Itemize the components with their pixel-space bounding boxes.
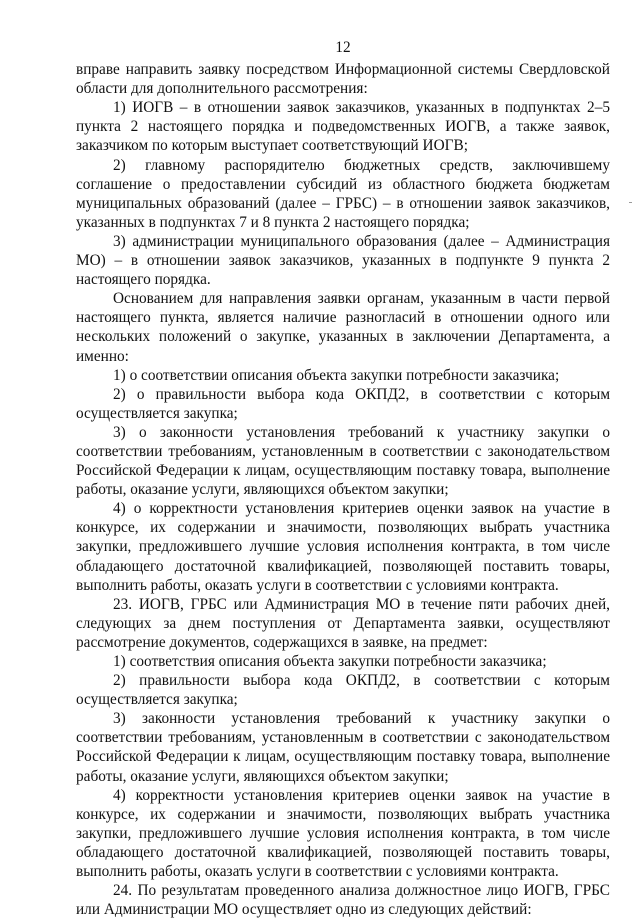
page-number: 12 bbox=[335, 39, 351, 56]
paragraph-ground-4: 4) о корректности установления критериев оценки заявок на участие в конкурсе, их содержании и значимости, позволяющих выбрать участника закупки, предложившего лучшие условия исполнения контракта, в том числе обладающего достаточной квалификацией, позволяющей поставить товары, выполнить работы, оказать услуги в соответствии с условиями контракта. bbox=[76, 500, 610, 594]
paragraph-grounds: Основанием для направления заявки органам, указанным в части первой настоящего пункта, является наличие разногласий в отношении одного или нескольких положений о закупке, указанных в заключении Департамента, а именно: bbox=[76, 290, 610, 365]
scan-edge-mark bbox=[629, 202, 632, 203]
paragraph-review-4: 4) корректности установления критериев оценки заявок на участие в конкурсе, их содержании и значимости, позволяющих выбрать участника закупки, предложившего лучшие условия исполнения контракта, в том числе обладающего достаточной квалификацией, позволяющей поставить товары, выполнить работы, оказать услуги в соответствии с условиями контракта. bbox=[76, 786, 610, 881]
paragraph-ground-3: 3) о законности установления требований к участнику закупки о соответствии требованиям, установленным в соответствии с законодательством Российской Федерации к лицам, осуществляющим поставку товара, выполнение работы, оказание услуги, являющихся объектом закупки; bbox=[76, 423, 610, 499]
paragraph-clause-24: 24. По результатам проведенного анализа должностное лицо ИОГВ, ГРБС или Администрации МО осуществляет одно из следующих действий: bbox=[76, 882, 610, 919]
paragraph-item-iogv: 1) ИОГВ – в отношении заявок заказчиков, указанных в подпунктах 2–5 пункта 2 настоящего порядка и подведомственных ИОГВ, а также заявок, заказчиком по которым выступает соответствующий ИОГВ; bbox=[76, 99, 610, 155]
paragraph-ground-2: 2) о правильности выбора кода ОКПД2, в соответствии с которым осуществляется закупка; bbox=[76, 385, 610, 422]
paragraph-review-1: 1) соответствия описания объекта закупки потребности заказчика; bbox=[113, 653, 547, 670]
paragraph-clause-23: 23. ИОГВ, ГРБС или Администрация МО в течение пяти рабочих дней, следующих за днем поступления от Департамента заявки, осуществляют рассмотрение документов, содержащихся в заявке, на предмет: bbox=[76, 595, 610, 651]
paragraph-review-2: 2) правильности выбора кода ОКПД2, в соответствии с которым осуществляется закупка; bbox=[76, 672, 610, 709]
document-page bbox=[76, 38, 610, 919]
paragraph-item-grbs: 2) главному распорядителю бюджетных средств, заключившему соглашение о предоставлении субсидий из областного бюджета бюджетам муниципальных образований (далее – ГРБС) – в отношении заявок заказчиков, указанных в подпунктах 7 и 8 пункта 2 настоящего порядка; bbox=[76, 156, 610, 231]
paragraph-review-3: 3) законности установления требований к участнику закупки о соответствии требованиям, установленным в соответствии с законодательством Российской Федерации к лицам, осуществляющим поставку товара, выполнение работы, оказание услуги, являющихся объектом закупки; bbox=[76, 710, 610, 785]
paragraph-item-administration-mo: 3) администрации муниципального образования (далее – Администрация МО) – в отношении заявок заказчиков, указанных в подпункте 9 пункта 2 настоящего порядка. bbox=[76, 232, 610, 289]
paragraph-ground-1: 1) о соответствии описания объекта закупки потребности заказчика; bbox=[113, 366, 560, 384]
paragraph-continuation: вправе направить заявку посредством Информационной системы Свердловской области для дополнительного рассмотрения: bbox=[76, 61, 610, 98]
document-body bbox=[76, 60, 610, 919]
